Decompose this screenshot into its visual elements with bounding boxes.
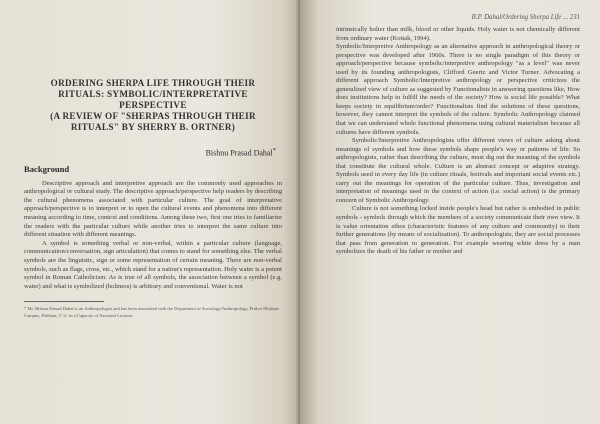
- body-paragraph: Descriptive approach and interpretive approach are the commonly used approaches in anthropological or cultural study. The descriptive approach/perspective help readers by describing the cultural phenomena associated with particular culture. The goal of interpretative approach/perspective is to interpret or to open the cultural events and phenomena into different meaning according to time, context and conditions. Among these two, first one tries to familiarize the readers with the particular culture while another tries to interpret the same culture into different situation with different meanings.: [24, 179, 282, 239]
- title-line: ORDERING SHERPA LIFE THROUGH THEIR: [50, 78, 256, 88]
- body-paragraph: Culture is not something locked inside people's head but rather is embodied in public symbols - symbols through which the members of a society communicate their own view. It is value orientation ethos (characteristic features of any culture and community) to their further generations (by means of socialization). To anthropologists, they are social processes that pass from generation to generation. For example wearing white dress by a man symbolizes the death of his father or mother and: [336, 205, 580, 256]
- author-line: [24, 147, 276, 158]
- title-line: (A REVIEW OF "SHERPAS THROUGH THEIR: [50, 111, 256, 121]
- body-paragraph: Symbolic/Interpretive Anthropologists offer different views of culture asking about meanings of symbols and how these symbols shape people's way or patterns of life. So anthropologists, rather than describing the culture, must dig out the meaning of the symbols that constitute the cultural whole. Culture is an abstract concept or adaptive strategy. Symbols used in every day life (in culture rituals, festivals and important social events etc.) carry out the meanings for operation of the particular culture. Thus, investigation and interpretation of meanings used in the context of action (i.e. social action) is the primary concern of Symbolic Anthropology.: [336, 137, 580, 204]
- section-heading: Background: [24, 163, 70, 174]
- title-line: RITUALS" BY SHERRY B. ORTNER): [70, 122, 236, 132]
- author-name: Bishnu Prasad Dahal: [205, 148, 273, 158]
- footnote: * Mr. Bishnu Prasad Dahal is an Anthropologist and has been associated with the Department of Sociology/Anthropology, Prithvi Multiple Campus, Pokhara, T. U. in a Capacity of Assistant Lecturer.: [24, 306, 280, 318]
- body-paragraph: A symbol is something verbal or non-verbal, within a particular culture (language, communication/conversation, sign articulation) that comes to stand for something else. The verbal symbols are the linguistic, sign or some representation of certain meaning. There are non-verbal symbols, such as flags, cross, etc., which stand for a nation's representation. Holy water is a potent symbol in Roman Catholicism. As is true of all symbols, the association between a symbol (e.g. water) and what is symbolized (holiness) is arbitrary and conventional. Water is not: [24, 239, 282, 290]
- title-line: RITUALS: SYMBOLIC/INTERPRETATIVE: [58, 89, 248, 99]
- right-page: [300, 0, 600, 424]
- body-paragraph: Symbolic/Interpretive Anthropology as an alternative approach in anthropological theory or perspective was developed after 1960s. There is no single paradigm of this theory or approach/perspective because symbolic/interpretive anthropology "as a level" was never used by its founding anthropologists, Clifford Geertz and Victor Turner. Advocating a different approach Symbolic/Interpretive anthropology or perspective criticizes the generalized view of culture as suggested by Functionalists in answering questions like, How does institutions help to fulfill the needs of the society? How is social life possible? What keeps society in equilibrium/order? Functionalists find the solutions of these questions, however, they cannot interpret the symbols of the culture. Symbolic Anthropology claimed that we can understand whole functional phenomena using cultural materialism because all cultures have different symbols.: [336, 43, 580, 136]
- body-paragraph: intrinsically holier than milk, blood or other liquids. Holy water is not chemically different from ordinary water (Kottak, 1994).: [336, 26, 580, 42]
- running-head: B.P. Dahal/Ordering Sherpa Life ... 231: [471, 14, 580, 21]
- author-footnote-mark: *: [272, 147, 276, 154]
- title-line: PERSPECTIVE: [119, 100, 187, 110]
- footnote-divider: [24, 301, 104, 302]
- article-title: [24, 78, 282, 133]
